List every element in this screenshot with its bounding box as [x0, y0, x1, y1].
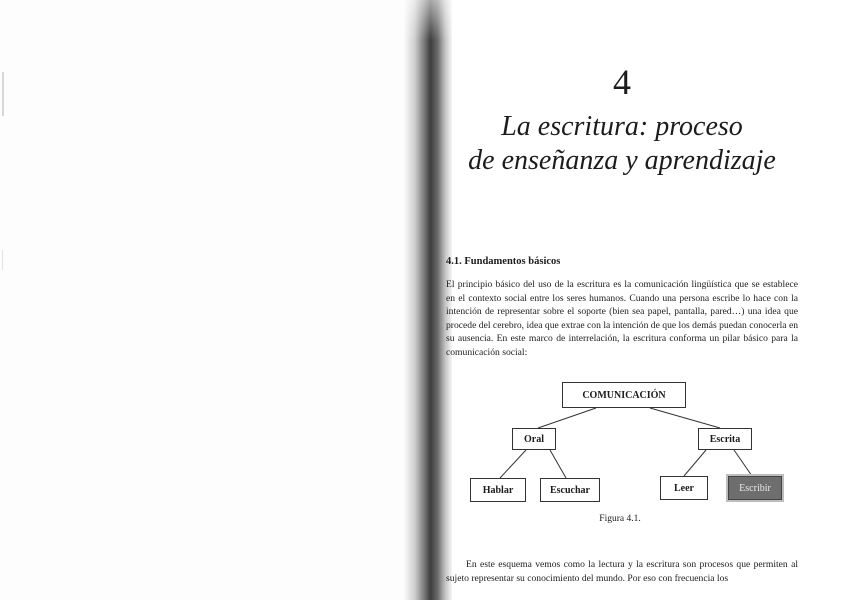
gutter-highlight [404, 0, 452, 40]
book-gutter-shadow [404, 0, 452, 600]
diagram-branch-escrita: Escrita [698, 428, 752, 450]
diagram-leaf-leer: Leer [660, 476, 708, 500]
scan-mark [2, 72, 4, 116]
section-heading: 4.1. Fundamentos básicos [446, 256, 561, 267]
diagram-leaf-hablar: Hablar [470, 478, 526, 502]
chapter-title-line: de enseñanza y aprendizaje [468, 145, 776, 176]
scan-mark [2, 250, 3, 270]
diagram-leaf-escuchar: Escuchar [540, 478, 600, 502]
chapter-title [452, 110, 792, 178]
body-paragraph: El principio básico del uso de la escritura es la comunicación lingüística que se establece en el contexto social entre los seres humanos. Cuando una persona escribe lo hace con la intención de representar sobre el soporte (bien sea papel, pantalla, pared…) una idea que procede del cerebro, idea que extrae con la intención de que los demás puedan conocerla en su ausencia. En este marco de interrelación, la escritura conforma un pilar básico para la comunicación social: [446, 279, 798, 358]
left-blank-page [0, 0, 418, 600]
figure-caption: Figura 4.1. [599, 514, 641, 524]
diagram-root-node: COMUNICACIÓN [562, 382, 686, 408]
chapter-title-line: La escritura: proceso [501, 111, 743, 142]
diagram-branch-oral: Oral [512, 428, 556, 450]
diagram-leaf-escribir: Escribir [728, 476, 782, 500]
chapter-number: 4 [613, 62, 631, 102]
body-paragraph: En este esquema vemos como la lectura y la escritura son procesos que permiten al sujeto representar su conocimiento del mundo. Por eso con frecuencia los [446, 559, 798, 584]
